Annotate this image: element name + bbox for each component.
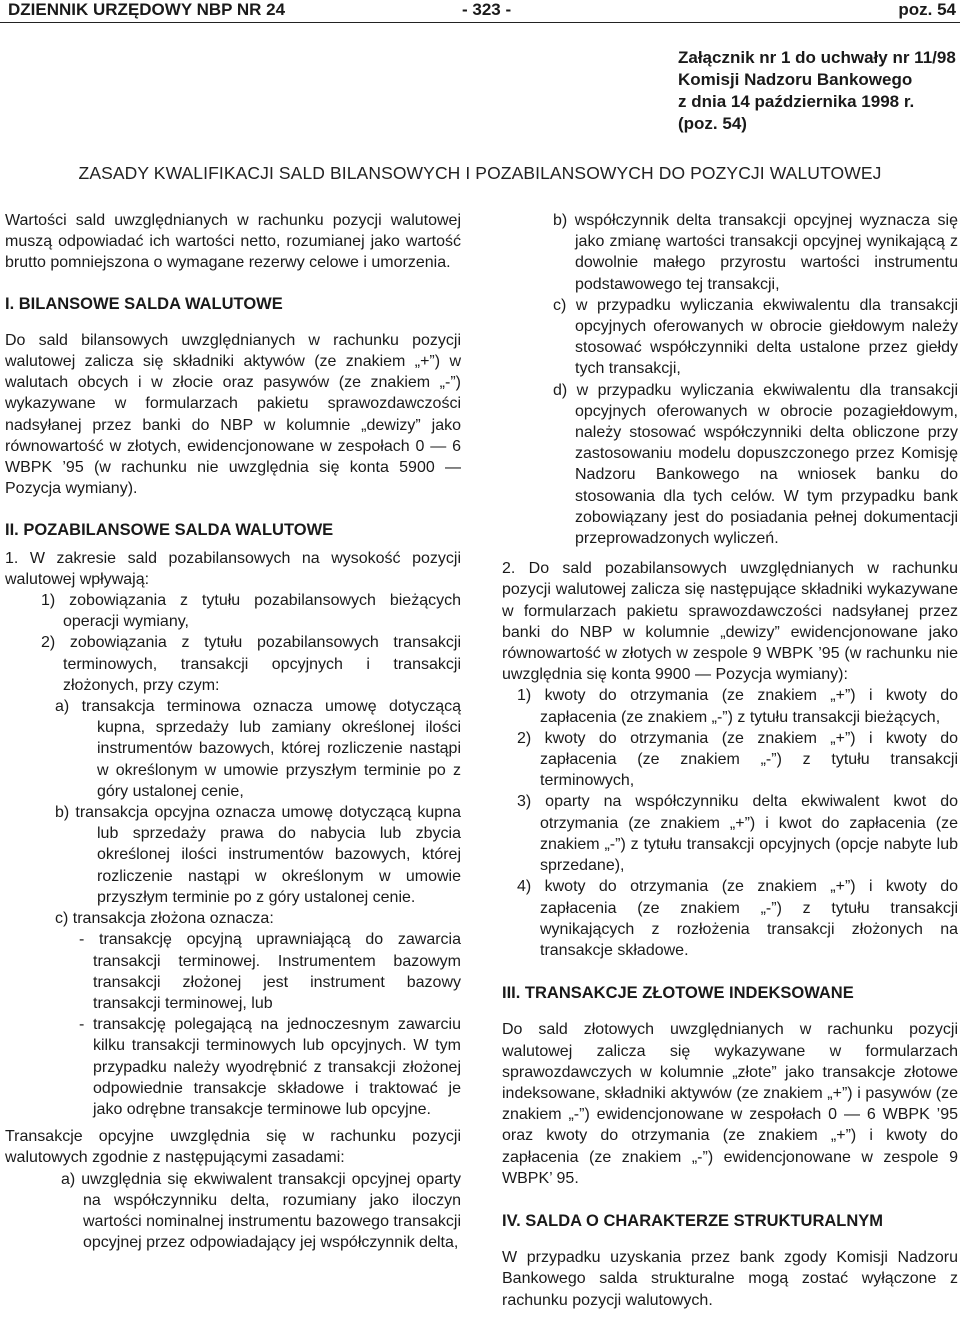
annex-line-3: z dnia 14 października 1998 r. — [678, 92, 915, 111]
annex-block — [678, 47, 956, 135]
list-item: b) współczynnik delta transakcji opcyjnej wyznacza się jako zmianę wartości transakcji opcyjnej wynikającą z dowolnie małego przyrostu wartości instrumentu podstawowego tej transakcji, — [553, 212, 958, 293]
section-4-paragraph: W przypadku uzyskania przez bank zgody Komisji Nadzoru Bankowego salda strukturalne mogą zostać wyłączone z rachunku pozycji walutowych. — [502, 1249, 958, 1309]
list-item: d) w przypadku wyliczania ekwiwalentu dla transakcji opcyjnych oferowanych w obrocie pozagiełdowym, należy stosować współczynniki delta obliczone przy zastosowaniu modelu dopuszczonego przez Komisję Nadzoru Bankowego na wniosek banku do stosowania dla tych celów. W tym przypadku bank zobowiązany jest do posiadania pełnej dokumentacji przeprowadzonych wyliczeń. — [553, 381, 958, 548]
right-column — [502, 210, 958, 1311]
annex-line-1: Załącznik nr 1 do uchwały nr 11/98 — [678, 48, 956, 67]
document-title: ZASADY KWALIFIKACJI SALD BILANSOWYCH I POZABILANSOWYCH DO POZYCJI WALUTOWEJ — [78, 163, 882, 183]
left-column — [5, 210, 461, 1253]
position-number: poz. 54 — [898, 0, 956, 19]
section-heading-4: IV. SALDA O CHARAKTERZE STRUKTURALNYM — [502, 1211, 884, 1230]
list-item: 3) oparty na współczynniku delta ekwiwalent kwot do otrzymania (ze znakiem „+”) i kwot do zapłacenia (ze znakiem „-”) z tytułu transakcji opcyjnych (opcje nabyte lub sprzedane), — [517, 793, 958, 875]
list-item: - transakcję opcyjną uprawniającą do zawarcia transakcji terminowej. Instrumentem bazowym transakcji złożonej jest instrument bazowy transakcji terminowej, lub — [79, 931, 461, 1012]
page-header — [0, 0, 960, 23]
list-item: c) transakcja złożona oznacza: — [55, 910, 274, 928]
list-item: c) w przypadku wyliczania ekwiwalentu dla transakcji opcyjnych oferowanych w obrocie giełdowym należy stosować współczynniki delta ustalone przez giełdy tych transakcji, — [553, 296, 958, 378]
options-paragraph: Transakcje opcyjne uwzględnia się w rachunku pozycji walutowych zgodnie z następującymi zasadami: — [5, 1128, 461, 1167]
section-3-paragraph: Do sald złotowych uwzględnianych w rachunku pozycji walutowej zalicza się wykazywane w formularzach sprawozdawczych w kolumnie „złote” jako transakcje złotowe indeksowane, składniki aktywów (ze znakiem „+”) i pasywów (ze znakiem „-”) ewidencjonowane w zespołach 0 — 6 WBPK ’95 oraz kwoty do otrzymania (ze znakiem „+”) i kwoty do zapłacenia (ze znakiem „-”) ewidencjonowane w zespole 9 WBPK’ 95. — [502, 1021, 958, 1187]
section-2-point-2: 2. Do sald pozabilansowych uwzględnianych w rachunku pozycji walutowej zalicza się następujące składniki wykazywane w formularzach pakietu sprawozdawczości nadsyłanej przez banki do NBP w kolumnie „dewizy” ewidencjonowane jako równowartość w złotych w zespole 9 WBPK ’95 (w rachunku nie uwzględnia się konta 9900 — Pozycja wymiany): — [502, 560, 958, 684]
list-item: 2) zobowiązania z tytułu pozabilansowych transakcji terminowych, transakcji opcyjnych i transakcji złożonych, przy czym: — [41, 634, 461, 694]
intro-paragraph: Wartości sald uwzględnianych w rachunku pozycji walutowej muszą odpowiadać ich wartości netto, rozumianej jako wartość brutto pomniejszona o wymagane rezerwy celowe i umorzenia. — [5, 212, 461, 272]
annex-line-4: (poz. 54) — [678, 114, 747, 133]
list-item: b) transakcja opcyjna oznacza umowę dotyczącą kupna lub sprzedaży prawa do nabycia lub zbycia określonej ilości instrumentów bazowych, której rozliczenie nastąpi w określonym w umowie przyszłym terminie po z góry ustalonej cenie. — [55, 804, 461, 906]
section-heading-3: III. TRANSAKCJE ZŁOTOWE INDEKSOWANE — [502, 984, 854, 1003]
list-item: - transakcję polegającą na jednoczesnym zawarciu kilku transakcji terminowych lub opcyjnych. W tym przypadku należy wyodrębnić z transakcji złożonej odpowiednie transakcje składowe i traktować je jako odrębne transakcje terminowe lub opcyjne. — [79, 1016, 461, 1118]
list-item: a) transakcja terminowa oznacza umowę dotyczącą kupna, sprzedaży lub zamiany określonej ilości instrumentów bazowych, której rozliczenie nastąpi w określonym w umowie przyszłym terminie po z góry ustalonej cenie, — [55, 698, 461, 800]
section-2-paragraph: 1. W zakresie sald pozabilansowych na wysokość pozycji walutowej wpływają: — [5, 549, 461, 588]
list-item: 2) kwoty do otrzymania (ze znakiem „+”) i kwoty do zapłacenia (ze znakiem „-”) z tytułu transakcji terminowych, — [517, 729, 958, 790]
list-item: a) uwzględnia się ekwiwalent transakcji opcyjnej oparty na współczynniku delta, rozumiany jako iloczyn wartości nominalnej instrumentu bazowego transakcji opcyjnej przez odpowiadający jej współczynnik delta, — [61, 1170, 461, 1252]
list-item: 4) kwoty do otrzymania (ze znakiem „+”) i kwoty do zapłacenia (ze znakiem „-”) z tytułu transakcji wynikających z rozłożenia transakcji złożonych na transakcje składowe. — [517, 878, 958, 959]
list-item: 1) kwoty do otrzymania (ze znakiem „+”) i kwoty do zapłacenia (ze znakiem „-”) z tytułu transakcji bieżących, — [517, 687, 958, 726]
list-item: 1) zobowiązania z tytułu pozabilansowych bieżących operacji wymiany, — [41, 592, 461, 631]
section-1-paragraph: Do sald bilansowych uwzględnianych w rachunku pozycji walutowej zalicza się składniki aktywów (ze znakiem „+”) w walutach obcych i w złocie oraz pasywów (ze znakiem „-”) wykazywane w formularzach pakietu sprawozdawczości nadsyłanej przez banki do NBP w kolumnie „dewizy” jako równowartość w złotych, ewidencjonowane w zespołach 0 — 6 WBPK ’95 (w rachunku nie uwzględnia się konta 5900 — Pozycja wymiany). — [5, 331, 461, 498]
annex-line-2: Komisji Nadzoru Bankowego — [678, 70, 913, 89]
section-heading-2: II. POZABILANSOWE SALDA WALUTOWE — [5, 521, 334, 540]
page-number: - 323 - — [462, 0, 512, 19]
section-heading-1: I. BILANSOWE SALDA WALUTOWE — [5, 294, 283, 313]
journal-title: DZIENNIK URZĘDOWY NBP NR 24 — [8, 0, 286, 19]
